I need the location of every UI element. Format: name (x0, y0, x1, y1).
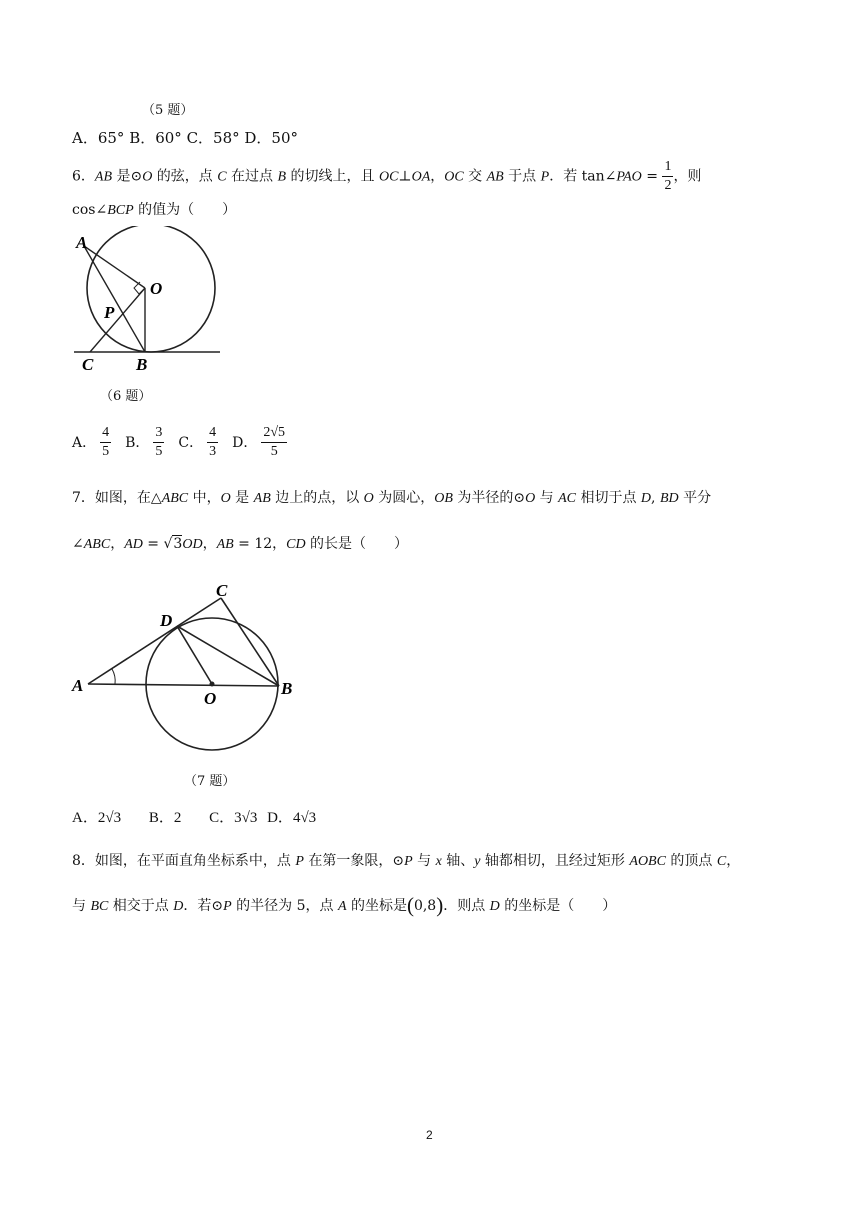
q7-choice-a: 2√3 (97, 810, 122, 826)
q7-label-c: C (216, 581, 228, 600)
q7-choice-d-label: D． (267, 810, 293, 826)
q7-stem-line-1: 7．如图，在△ABC 中，O 是 AB 边上的点，以 O 为圆心，OB 为半径的⊙O 与 AC 相切于点 D, BD 平分 (72, 490, 712, 506)
q7-choice-b: 2 (173, 810, 182, 826)
q6-label-c: C (82, 355, 94, 374)
q7-figure (66, 578, 316, 758)
q7-choices (72, 806, 316, 827)
q6-stem-line-1: 6．AB 是⊙O 的弦，点 C 在过点 B 的切线上，且 OC⊥OA，OC 交 AB 于点 P．若 tan∠PAO = $\frac{1}{2}$ ，则 (72, 159, 702, 193)
q7-segment-ab (88, 684, 279, 686)
q6-choice-b: $\frac{3}{5}$ (155, 424, 163, 459)
q7-segment-cb (221, 598, 279, 686)
q7-choice-d: 4√3 (292, 810, 317, 826)
q6-choice-d-label: D． (232, 435, 258, 451)
q6-choice-c-label: C． (178, 435, 204, 451)
q6-stem-line-2: cos∠BCP 的值为（ ） (72, 202, 237, 218)
q7-label-o: O (204, 689, 217, 708)
q7-choice-c: 3√3 (234, 810, 258, 826)
q6-label-o: O (150, 279, 163, 298)
q6-choice-a: $\frac{4}{5}$ (102, 424, 110, 459)
q7-choice-c-label: C． (209, 810, 235, 826)
q6-caption: （6 题） (100, 389, 152, 404)
q8-stem-line-1: 8．如图，在平面直角坐标系中，点 P 在第一象限，⊙P 与 x 轴、y 轴都相切，且经过矩形 AOBC 的顶点 C， (72, 853, 741, 869)
q7-number: 7． (72, 490, 95, 506)
q7-label-b: B (281, 679, 293, 698)
q8-stem-line-2: 与 BC 相交于点 D．若⊙P 的半径为 5，点 A 的坐标是(0,8)．则点 D 的坐标是（ ） (72, 893, 617, 917)
q7-choice-a-label: A． (72, 810, 98, 826)
q5-caption: （5 题） (142, 103, 194, 118)
q6-choice-b-label: B． (125, 435, 150, 451)
q7-caption: （7 题） (184, 774, 236, 789)
q7-choice-b-label: B． (148, 810, 174, 826)
q7-label-d: D (160, 611, 173, 630)
q6-label-a: A (76, 233, 88, 252)
q6-choices (72, 420, 287, 464)
q6-number: 6． (72, 168, 95, 185)
q6-label-p: P (104, 303, 115, 322)
q5-choices: A．65° B．60° C．58° D．50° (72, 129, 299, 147)
q6-choice-d: $\frac{2√5}{5}$ (263, 424, 286, 459)
q6-choice-c: $\frac{4}{3}$ (209, 424, 217, 459)
q8-number: 8． (72, 853, 95, 869)
q7-stem-line-2: ∠ABC，AD = √3OD，AB = 12，CD 的长是（ ） (72, 536, 409, 552)
q7-angle-mark (112, 669, 115, 684)
q6-label-b: B (136, 355, 148, 374)
page-number: 2 (426, 1128, 433, 1142)
q7-label-a: A (72, 676, 84, 695)
q7-segment-do (177, 626, 212, 684)
q7-center-dot (210, 682, 215, 687)
q6-segment-ao (84, 246, 145, 288)
q7-segment-db (177, 626, 279, 686)
q6-choice-a-label: A． (72, 435, 97, 451)
q6-figure (70, 226, 230, 376)
